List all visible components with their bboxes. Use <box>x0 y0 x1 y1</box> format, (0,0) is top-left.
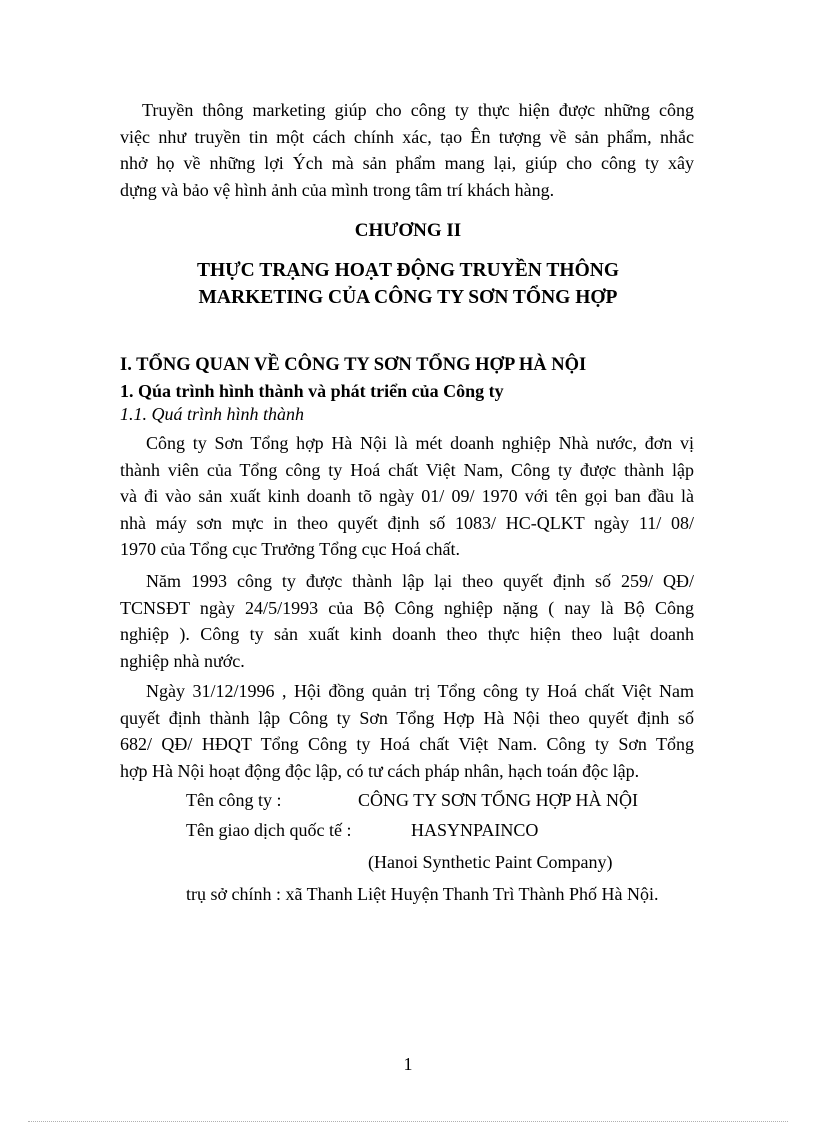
headquarters-address: trụ sở chính : xã Thanh Liệt Huyện Thanh Trì Thành Phố Hà Nội. <box>186 884 659 904</box>
intro-line: Truyền thông marketing giúp cho công ty thực hiện được những công <box>142 100 694 120</box>
section-heading: I. TỔNG QUAN VỀ CÔNG TY SƠN TỔNG HỢP HÀ NỘI <box>120 355 587 375</box>
paragraph-line: và đi vào sản xuất kinh doanh tõ ngày 01/ 09/ 1970 với tên gọi ban đầu là <box>120 486 694 506</box>
intro-line: việc như truyền tin một cách chính xác, tạo Ên tượng về sản phẩm, nhắc <box>120 126 694 147</box>
paragraph-line: nhà máy sơn mực in theo quyết định số 1083/ HC-QLKT ngày 11/ 08/ <box>120 512 694 533</box>
chapter-title-line-1: THỰC TRẠNG HOẠT ĐỘNG TRUYỀN THÔNG <box>196 260 620 281</box>
trade-name-value: HASYNPAINCO <box>411 820 539 840</box>
company-name-label: Tên công ty : <box>186 790 282 810</box>
paragraph-line: hợp Hà Nội hoạt động độc lập, có tư cách pháp nhân, hạch toán độc lập. <box>120 760 640 781</box>
intro-line: dựng và bảo vệ hình ảnh của mình trong tâm trí khách hàng. <box>120 179 555 200</box>
chapter-title-line-2: MARKETING CỦA CÔNG TY SƠN TỔNG HỢP <box>198 287 618 308</box>
paragraph-line: TCNSĐT ngày 24/5/1993 của Bộ Công nghiệp nặng ( nay là Bộ Công <box>120 597 694 618</box>
chapter-label: CHƯƠNG II <box>354 220 462 241</box>
subsection-heading: 1. Qúa trình hình thành và phát triển của Công ty <box>120 381 504 401</box>
paragraph-line: nghiệp nhà nước. <box>120 650 245 671</box>
paragraph-line: Năm 1993 công ty được thành lập lại theo quyết định số 259/ QĐ/ <box>146 571 694 591</box>
trade-name-label: Tên giao dịch quốc tế : <box>186 820 352 840</box>
trade-name-english: (Hanoi Synthetic Paint Company) <box>368 852 613 872</box>
page-number: 1 <box>403 1054 413 1074</box>
paragraph-line: Ngày 31/12/1996 , Hội đồng quản trị Tổng công ty Hoá chất Việt Nam <box>146 681 694 701</box>
subsubsection-heading: 1.1. Quá trình hình thành <box>120 404 305 424</box>
paragraph-line: Công ty Sơn Tổng hợp Hà Nội là mét doanh nghiệp Nhà nước, đơn vị <box>146 433 694 453</box>
paragraph-2 <box>120 568 694 674</box>
paragraph-line: quyết định thành lập Công ty Sơn Tổng Hợp Hà Nội theo quyết định số <box>120 707 694 728</box>
intro-paragraph <box>120 97 694 203</box>
paragraph-1 <box>120 430 694 563</box>
paragraph-line: thành viên của Tổng công ty Hoá chất Việt Nam, Công ty được thành lập <box>120 459 694 480</box>
paragraph-line: nghiệp ). Công ty sản xuất kinh doanh theo thực hiện theo luật doanh <box>120 624 694 644</box>
paragraph-line: 1970 của Tổng cục Trưởng Tổng cục Hoá chất. <box>120 539 461 559</box>
company-name-value: CÔNG TY SƠN TỔNG HỢP HÀ NỘI <box>358 790 639 810</box>
intro-line: nhở họ về những lợi Ých mà sản phẩm mang lại, giúp cho công ty xây <box>120 153 694 173</box>
page-bottom-divider <box>28 1121 788 1122</box>
paragraph-line: 682/ QĐ/ HĐQT Tổng Công ty Hoá chất Việt Nam. Công ty Sơn Tổng <box>120 734 694 754</box>
paragraph-3 <box>120 678 694 784</box>
